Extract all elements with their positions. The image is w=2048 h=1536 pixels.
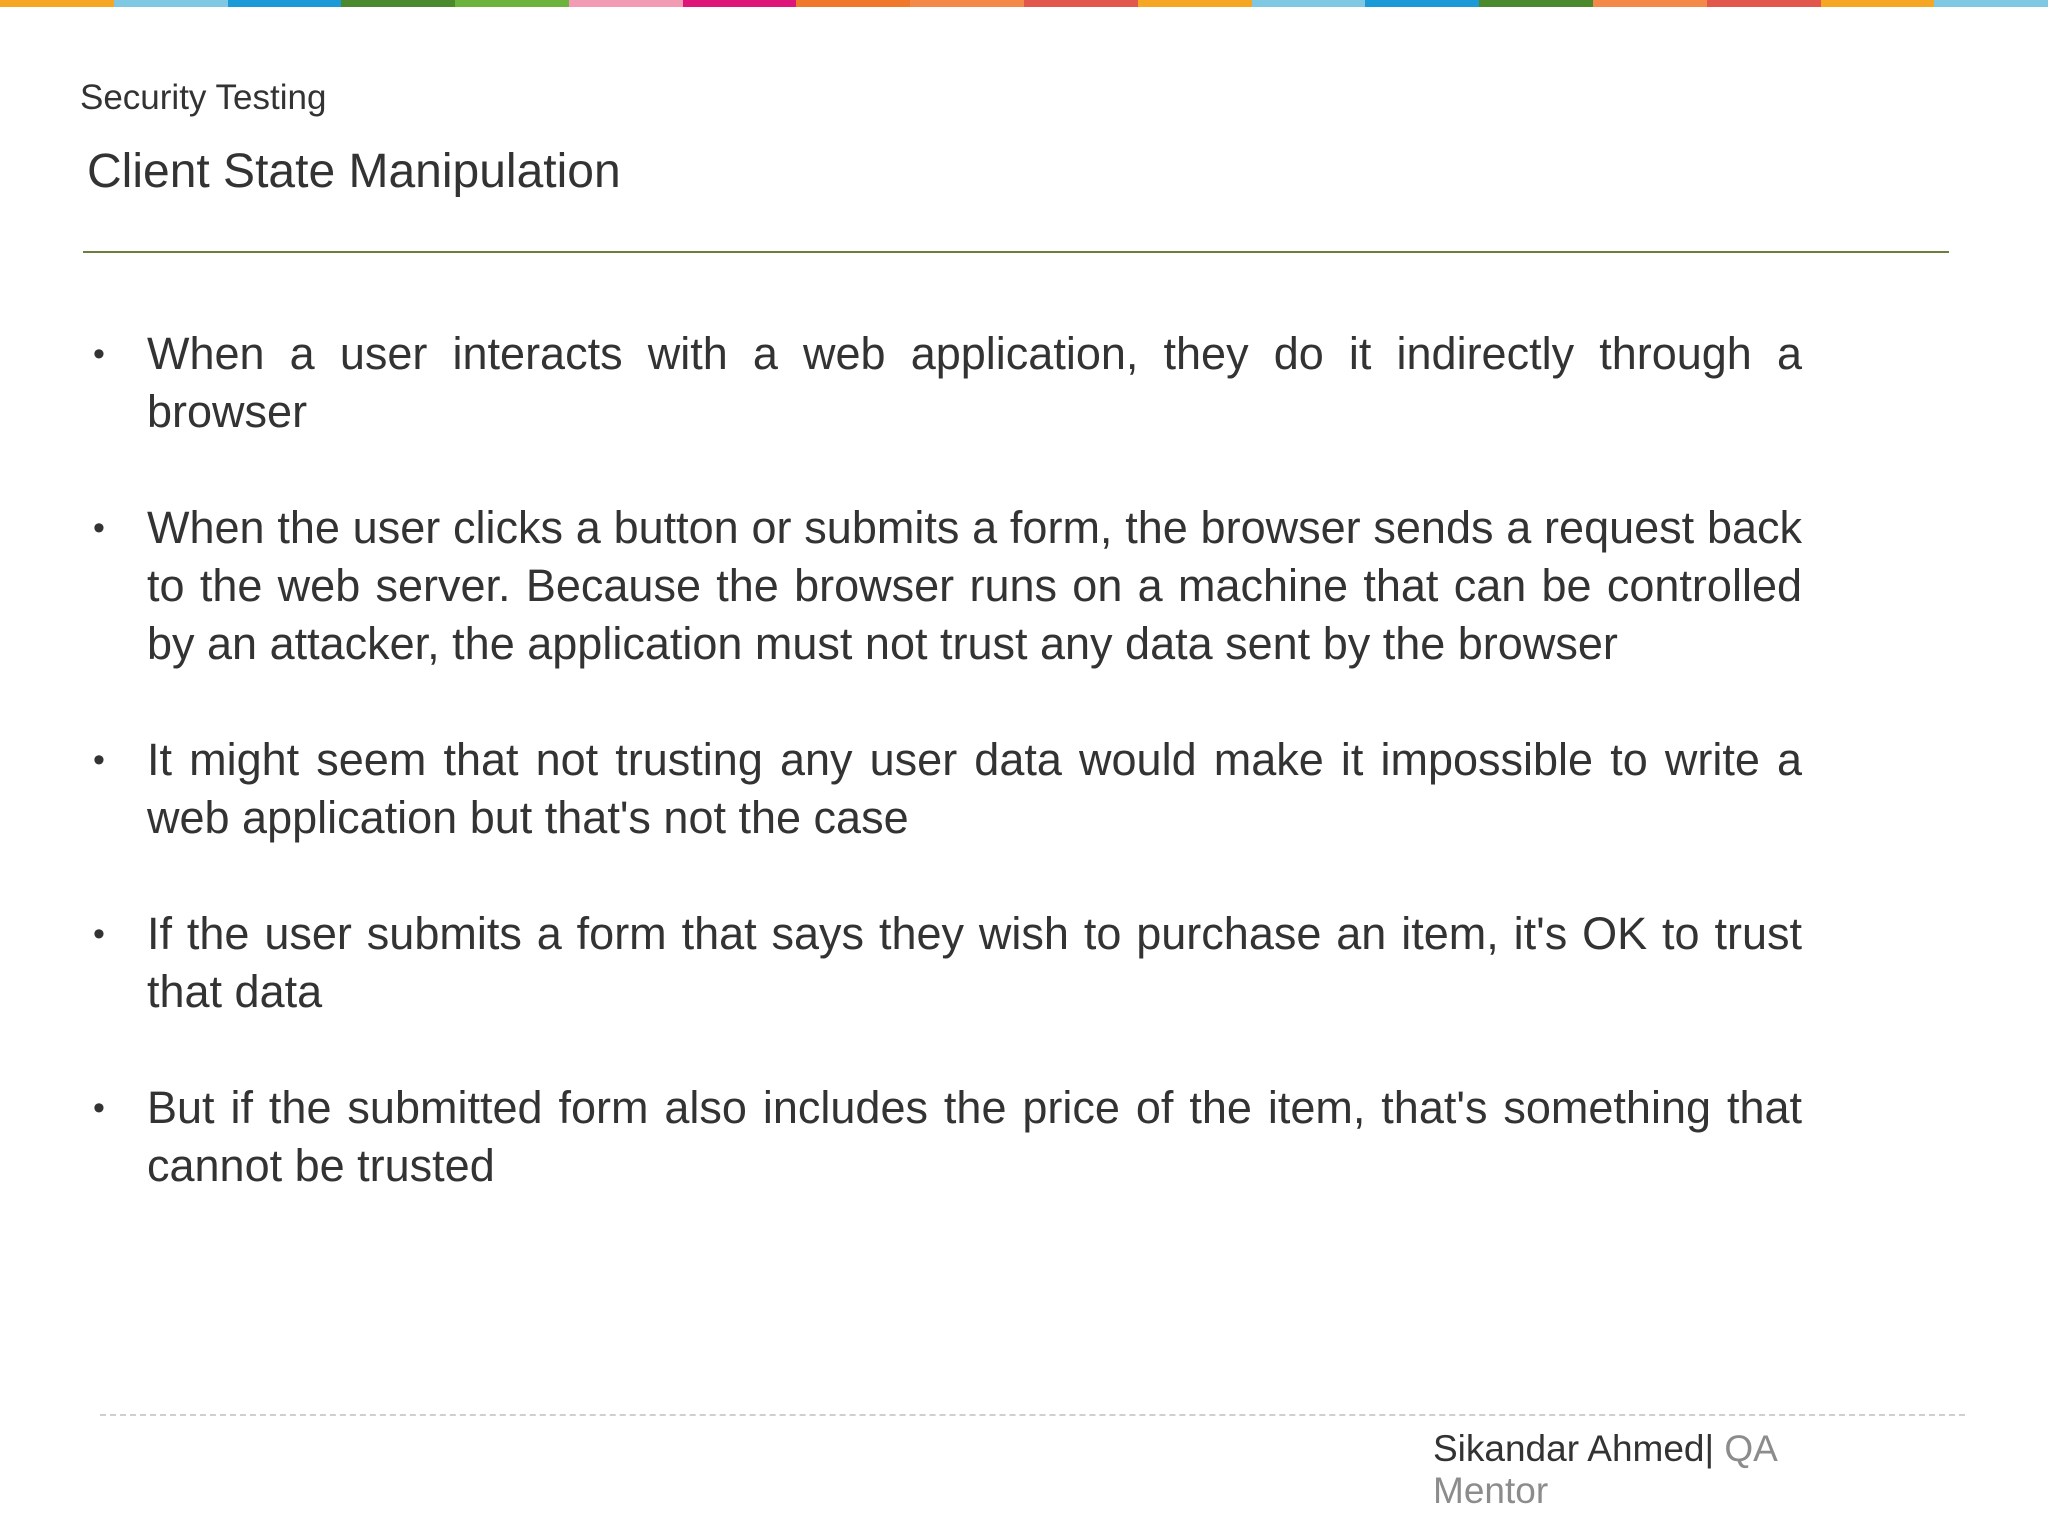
title-divider xyxy=(83,251,1949,253)
bullet-dot-icon: • xyxy=(93,915,105,953)
bullet-dot-icon: • xyxy=(93,509,105,547)
color-strip-segment xyxy=(114,0,228,7)
bullet-item xyxy=(87,1079,1802,1195)
color-strip-segment xyxy=(1593,0,1707,7)
slide-title: Client State Manipulation xyxy=(87,145,621,198)
footer-author: Sikandar Ahmed| xyxy=(1433,1428,1715,1469)
footer-divider xyxy=(100,1414,1965,1416)
color-strip-segment xyxy=(1024,0,1138,7)
bullet-text: If the user submits a form that says they wish to purchase an item, it's OK to trust that data xyxy=(147,908,1802,1017)
bullet-item xyxy=(87,499,1802,673)
color-strip-segment xyxy=(0,0,114,7)
color-strip-segment xyxy=(1138,0,1252,7)
color-strip-segment xyxy=(341,0,455,7)
bullet-item xyxy=(87,905,1802,1021)
color-strip-segment xyxy=(228,0,342,7)
bullet-text: When a user interacts with a web application, they do it indirectly through a browser xyxy=(147,328,1802,437)
bullet-text: It might seem that not trusting any user data would make it impossible to write a web application but that's not the case xyxy=(147,734,1802,843)
footer-credit xyxy=(1433,1428,1793,1512)
color-strip-segment xyxy=(1479,0,1593,7)
bullet-text: When the user clicks a button or submits a form, the browser sends a request back to the web server. Because the browser runs on a machine that can be controlled by an attacker, the application must not trust any data sent by the browser xyxy=(147,502,1802,669)
bullet-dot-icon: • xyxy=(93,741,105,779)
color-strip-segment xyxy=(569,0,683,7)
color-strip-segment xyxy=(1934,0,2048,7)
footer-org: QA Mentor xyxy=(1433,1428,1776,1511)
color-strip-segment xyxy=(796,0,910,7)
color-strip-segment xyxy=(1365,0,1479,7)
bullet-text: But if the submitted form also includes the price of the item, that's something that cannot be trusted xyxy=(147,1082,1802,1191)
bullet-dot-icon: • xyxy=(93,335,105,373)
bullet-list xyxy=(87,325,1802,1253)
color-strip-segment xyxy=(683,0,797,7)
color-strip-segment xyxy=(455,0,569,7)
bullet-item xyxy=(87,325,1802,441)
color-strip-segment xyxy=(1252,0,1366,7)
color-strip-segment xyxy=(910,0,1024,7)
color-strip-segment xyxy=(1707,0,1821,7)
section-label: Security Testing xyxy=(80,78,327,117)
color-strip-segment xyxy=(1821,0,1935,7)
bullet-dot-icon: • xyxy=(93,1089,105,1127)
color-strip xyxy=(0,0,2048,7)
bullet-item xyxy=(87,731,1802,847)
